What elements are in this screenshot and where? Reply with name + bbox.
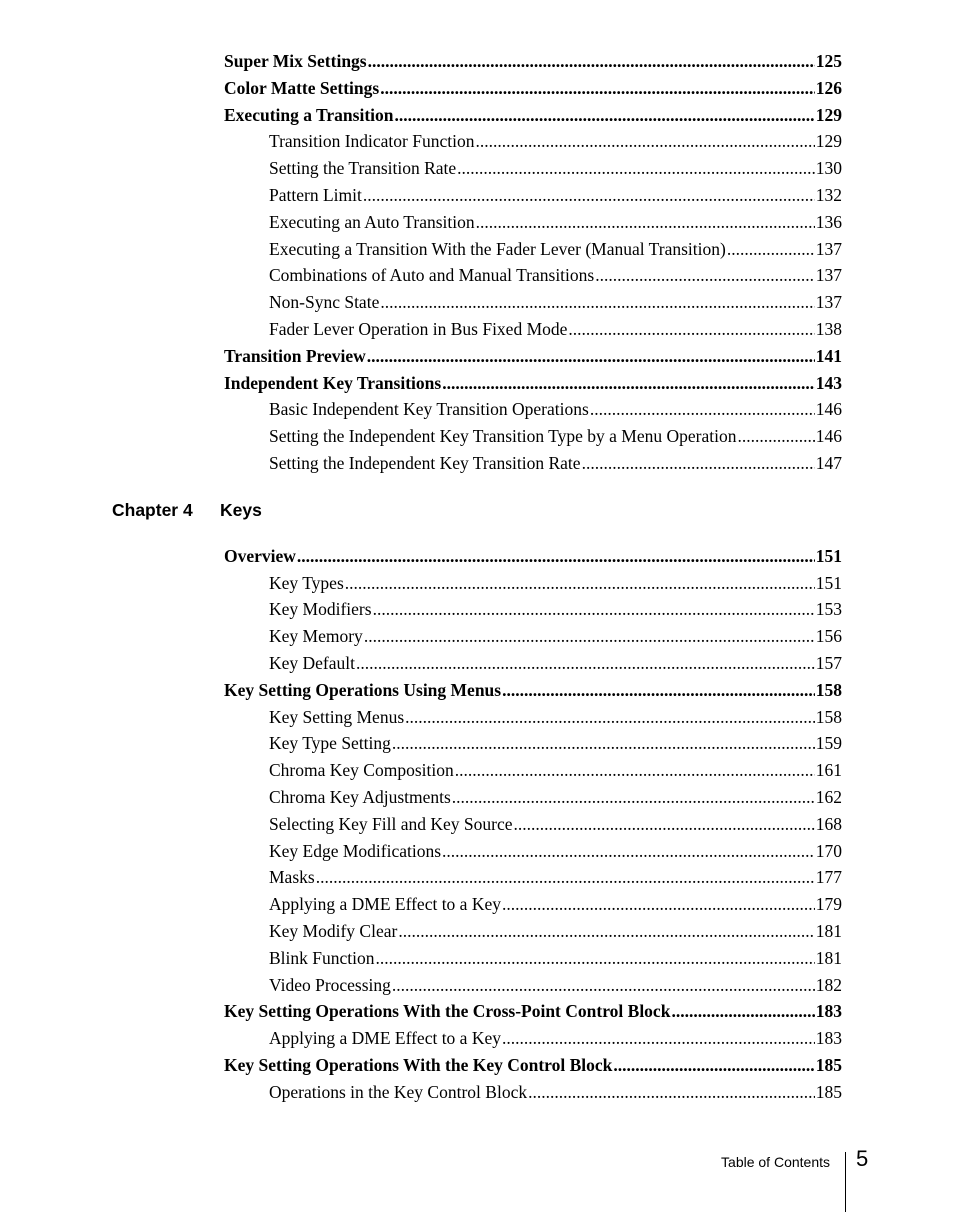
toc-entry-title: Key Setting Operations With the Key Control Block bbox=[224, 1054, 613, 1075]
toc-section-entry[interactable] bbox=[224, 1052, 842, 1079]
toc-entry-title: Setting the Transition Rate bbox=[269, 158, 457, 179]
dot-leader bbox=[737, 423, 814, 450]
dot-leader bbox=[356, 650, 815, 677]
toc-subsection-entry[interactable] bbox=[224, 570, 842, 597]
toc-entry-title: Operations in the Key Control Block bbox=[269, 1081, 528, 1102]
dot-leader bbox=[345, 570, 815, 597]
toc-section-entry[interactable] bbox=[224, 102, 842, 129]
toc-entry-page: 151 bbox=[815, 545, 842, 566]
toc-entry-title: Pattern Limit bbox=[269, 184, 362, 205]
toc-entry-page: 157 bbox=[815, 652, 842, 673]
chapter-heading bbox=[112, 477, 842, 543]
dot-leader bbox=[392, 730, 815, 757]
toc-entry-title: Video Processing bbox=[269, 974, 391, 995]
dot-leader bbox=[297, 543, 815, 570]
toc-entry-title: Executing a Transition With the Fader Lever (Manual Transition) bbox=[269, 238, 726, 259]
toc-entry-page: 183 bbox=[815, 1028, 842, 1049]
toc-entry-title: Key Edge Modifications bbox=[269, 840, 442, 861]
toc-subsection-entry[interactable] bbox=[224, 811, 842, 838]
toc-entry-title: Basic Independent Key Transition Operations bbox=[269, 399, 589, 420]
toc-group-keys bbox=[224, 543, 842, 1106]
toc-subsection-entry[interactable] bbox=[224, 704, 842, 731]
dot-leader bbox=[514, 811, 815, 838]
footer-page-number: 5 bbox=[856, 1146, 869, 1171]
toc-section-entry[interactable] bbox=[224, 543, 842, 570]
toc-entry-title: Key Memory bbox=[269, 626, 363, 647]
toc-entry-page: 159 bbox=[815, 733, 842, 754]
chapter-title: Keys bbox=[220, 499, 262, 520]
toc-section-entry[interactable] bbox=[224, 343, 842, 370]
toc-entry-title: Chroma Key Adjustments bbox=[269, 786, 451, 807]
toc-section-entry[interactable] bbox=[224, 370, 842, 397]
toc-entry-page: 146 bbox=[815, 426, 842, 447]
toc-entry-title: Transition Preview bbox=[224, 345, 366, 366]
toc-entry-page: 138 bbox=[815, 318, 842, 339]
toc-subsection-entry[interactable] bbox=[224, 316, 842, 343]
toc-entry-page: 161 bbox=[815, 760, 842, 781]
toc-entry-page: 181 bbox=[815, 947, 842, 968]
toc-entry-page: 141 bbox=[815, 345, 842, 366]
toc-subsection-entry[interactable] bbox=[224, 128, 842, 155]
toc-entry-page: 185 bbox=[815, 1081, 842, 1102]
toc-entry-title: Fader Lever Operation in Bus Fixed Mode bbox=[269, 318, 568, 339]
dot-leader bbox=[476, 209, 815, 236]
toc-subsection-entry[interactable] bbox=[224, 972, 842, 999]
toc-subsection-entry[interactable] bbox=[224, 650, 842, 677]
toc-subsection-entry[interactable] bbox=[224, 182, 842, 209]
toc-entry-page: 136 bbox=[815, 211, 842, 232]
dot-leader bbox=[442, 370, 815, 397]
toc-subsection-entry[interactable] bbox=[224, 623, 842, 650]
toc-entry-page: 151 bbox=[815, 572, 842, 593]
toc-section-entry[interactable] bbox=[224, 48, 842, 75]
dot-leader bbox=[316, 864, 815, 891]
dot-leader bbox=[528, 1079, 815, 1106]
toc-entry-page: 137 bbox=[815, 292, 842, 313]
dot-leader bbox=[671, 998, 814, 1025]
toc-entry-title: Key Setting Operations With the Cross-Point Control Block bbox=[224, 1001, 671, 1022]
dot-leader bbox=[475, 128, 814, 155]
table-of-contents bbox=[112, 48, 842, 1105]
toc-subsection-entry[interactable] bbox=[224, 209, 842, 236]
toc-entry-title: Masks bbox=[269, 867, 315, 888]
toc-entry-page: 156 bbox=[815, 626, 842, 647]
toc-entry-page: 147 bbox=[815, 452, 842, 473]
toc-subsection-entry[interactable] bbox=[224, 730, 842, 757]
footer-divider bbox=[845, 1152, 846, 1212]
dot-leader bbox=[364, 623, 815, 650]
toc-entry-title: Executing an Auto Transition bbox=[269, 211, 475, 232]
toc-subsection-entry[interactable] bbox=[224, 757, 842, 784]
toc-subsection-entry[interactable] bbox=[224, 891, 842, 918]
toc-subsection-entry[interactable] bbox=[224, 423, 842, 450]
dot-leader bbox=[395, 102, 815, 129]
toc-section-entry[interactable] bbox=[224, 75, 842, 102]
toc-entry-title: Combinations of Auto and Manual Transitions bbox=[269, 265, 595, 286]
toc-entry-page: 146 bbox=[815, 399, 842, 420]
toc-section-entry[interactable] bbox=[224, 998, 842, 1025]
dot-leader bbox=[452, 784, 815, 811]
toc-entry-title: Key Type Setting bbox=[269, 733, 391, 754]
footer-label: Table of Contents bbox=[721, 1154, 830, 1170]
toc-subsection-entry[interactable] bbox=[224, 1025, 842, 1052]
toc-entry-page: 179 bbox=[815, 894, 842, 915]
dot-leader bbox=[368, 48, 815, 75]
dot-leader bbox=[373, 596, 815, 623]
dot-leader bbox=[727, 236, 815, 263]
toc-entry-page: 125 bbox=[815, 51, 842, 71]
toc-entry-page: 137 bbox=[815, 265, 842, 286]
toc-entry-page: 126 bbox=[815, 77, 842, 98]
toc-entry-title: Independent Key Transitions bbox=[224, 372, 442, 393]
dot-leader bbox=[398, 918, 814, 945]
toc-subsection-entry[interactable] bbox=[224, 236, 842, 263]
toc-entry-page: 183 bbox=[815, 1001, 842, 1022]
toc-entry-title: Setting the Independent Key Transition Type by a Menu Operation bbox=[269, 426, 737, 447]
toc-entry-page: 130 bbox=[815, 158, 842, 179]
toc-entry-title: Setting the Independent Key Transition Rate bbox=[269, 452, 581, 473]
dot-leader bbox=[502, 1025, 815, 1052]
toc-entry-title: Super Mix Settings bbox=[224, 51, 367, 71]
dot-leader bbox=[613, 1052, 814, 1079]
toc-entry-title: Color Matte Settings bbox=[224, 77, 380, 98]
toc-entry-page: 129 bbox=[815, 131, 842, 152]
dot-leader bbox=[590, 396, 815, 423]
toc-entry-title: Blink Function bbox=[269, 947, 375, 968]
toc-subsection-entry[interactable] bbox=[224, 945, 842, 972]
dot-leader bbox=[376, 945, 815, 972]
toc-entry-page: 153 bbox=[815, 599, 842, 620]
toc-subsection-entry[interactable] bbox=[224, 596, 842, 623]
toc-entry-title: Selecting Key Fill and Key Source bbox=[269, 813, 513, 834]
dot-leader bbox=[502, 891, 815, 918]
toc-subsection-entry[interactable] bbox=[224, 155, 842, 182]
dot-leader bbox=[380, 289, 814, 316]
toc-subsection-entry[interactable] bbox=[224, 1079, 842, 1106]
toc-entry-title: Key Modify Clear bbox=[269, 920, 398, 941]
toc-entry-title: Key Types bbox=[269, 572, 344, 593]
dot-leader bbox=[582, 450, 815, 477]
dot-leader bbox=[392, 972, 815, 999]
toc-subsection-entry[interactable] bbox=[224, 838, 842, 865]
toc-entry-page: 185 bbox=[815, 1054, 842, 1075]
toc-entry-page: 143 bbox=[815, 372, 842, 393]
toc-section-entry[interactable] bbox=[224, 677, 842, 704]
toc-entry-title: Key Modifiers bbox=[269, 599, 372, 620]
dot-leader bbox=[502, 677, 815, 704]
toc-entry-title: Key Setting Menus bbox=[269, 706, 405, 727]
toc-subsection-entry[interactable] bbox=[224, 784, 842, 811]
toc-subsection-entry[interactable] bbox=[224, 289, 842, 316]
dot-leader bbox=[405, 704, 815, 731]
toc-subsection-entry[interactable] bbox=[224, 450, 842, 477]
dot-leader bbox=[568, 316, 814, 343]
toc-entry-page: 177 bbox=[815, 867, 842, 888]
toc-entry-title: Key Default bbox=[269, 652, 356, 673]
toc-entry-title: Non-Sync State bbox=[269, 292, 380, 313]
toc-entry-page: 158 bbox=[815, 679, 842, 700]
toc-entry-title: Overview bbox=[224, 545, 296, 566]
toc-entry-title: Applying a DME Effect to a Key bbox=[269, 1028, 501, 1049]
toc-entry-page: 129 bbox=[815, 104, 842, 125]
chapter-number: Chapter 4 bbox=[112, 499, 193, 520]
toc-entry-title: Transition Indicator Function bbox=[269, 131, 475, 152]
toc-entry-page: 181 bbox=[815, 920, 842, 941]
dot-leader bbox=[455, 757, 815, 784]
toc-entry-page: 162 bbox=[815, 786, 842, 807]
toc-subsection-entry[interactable] bbox=[224, 918, 842, 945]
toc-entry-title: Key Setting Operations Using Menus bbox=[224, 679, 502, 700]
toc-entry-page: 182 bbox=[815, 974, 842, 995]
toc-entry-page: 168 bbox=[815, 813, 842, 834]
dot-leader bbox=[380, 75, 815, 102]
toc-subsection-entry[interactable] bbox=[224, 262, 842, 289]
dot-leader bbox=[457, 155, 815, 182]
toc-entry-title: Chroma Key Composition bbox=[269, 760, 454, 781]
dot-leader bbox=[367, 343, 815, 370]
toc-entry-title: Applying a DME Effect to a Key bbox=[269, 894, 501, 915]
toc-entry-title: Executing a Transition bbox=[224, 104, 394, 125]
toc-entry-page: 170 bbox=[815, 840, 842, 861]
dot-leader bbox=[595, 262, 815, 289]
toc-entry-page: 137 bbox=[815, 238, 842, 259]
dot-leader bbox=[363, 182, 815, 209]
dot-leader bbox=[442, 838, 815, 865]
toc-entry-page: 132 bbox=[815, 184, 842, 205]
toc-subsection-entry[interactable] bbox=[224, 396, 842, 423]
toc-subsection-entry[interactable] bbox=[224, 864, 842, 891]
toc-group-transitions bbox=[224, 48, 842, 477]
toc-entry-page: 158 bbox=[815, 706, 842, 727]
